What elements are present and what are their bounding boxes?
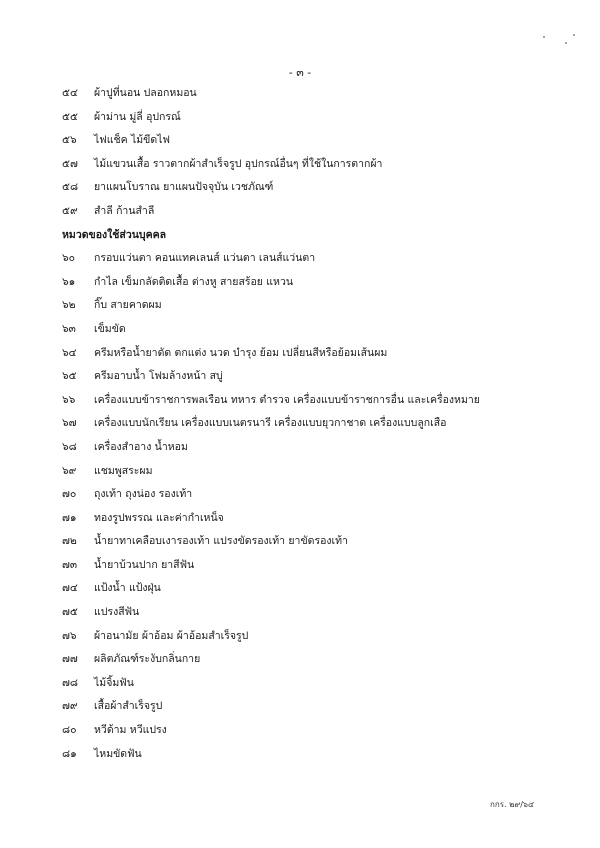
item-number: ๗๑	[62, 511, 77, 524]
list-item	[62, 436, 582, 460]
list-item	[62, 648, 582, 672]
item-number: ๖๐	[62, 252, 76, 265]
list-item	[62, 271, 582, 295]
item-text: แป้งน้ำ แป้งฝุ่น	[94, 582, 161, 595]
item-number: ๗๔	[62, 582, 78, 595]
list-item	[62, 743, 582, 767]
list-item	[62, 82, 582, 106]
item-number: ๖๕	[62, 370, 77, 383]
item-number: ๕๗	[62, 157, 78, 170]
item-number: ๘๑	[62, 747, 77, 760]
item-text: ถุงเท้า ถุงน่อง รองเท้า	[94, 488, 193, 501]
item-text: เครื่องแบบนักเรียน เครื่องแบบเนตรนารี เครื่องแบบยุวกาชาด เครื่องแบบลูกเสือ	[94, 417, 447, 430]
list-item	[62, 507, 582, 531]
item-text: แชมพูสระผม	[94, 464, 153, 477]
list-item	[62, 176, 582, 200]
item-number: ๖๑	[62, 275, 76, 288]
item-number: ๕๙	[62, 204, 78, 217]
item-number: ๗๙	[62, 700, 78, 713]
section-heading-text: หมวดของใช้ส่วนบุคคล	[62, 228, 167, 241]
item-text: เสื้อผ้าสำเร็จรูป	[94, 700, 163, 713]
item-number: ๗๓	[62, 558, 78, 571]
list-item	[62, 460, 582, 484]
item-number: ๗๘	[62, 676, 78, 689]
section-heading	[62, 224, 582, 248]
list-item	[62, 625, 582, 649]
item-text: ยาแผนโบราณ ยาแผนปัจจุบัน เวชภัณฑ์	[94, 181, 274, 194]
list-item	[62, 200, 582, 224]
item-number: ๗๖	[62, 629, 77, 642]
footer-code: กกร. ๒๙/๖๔	[490, 800, 535, 809]
list-item	[62, 719, 582, 743]
item-number: ๕๘	[62, 181, 79, 194]
item-text: ไม้จิ้มฟัน	[94, 676, 134, 689]
item-number: ๕๖	[62, 134, 77, 147]
list-item	[62, 106, 582, 130]
item-number: ๗๗	[62, 653, 78, 666]
item-text: แปรงสีฟัน	[94, 606, 140, 619]
page-number: - ๓ -	[288, 66, 312, 79]
item-number: ๗๕	[62, 606, 78, 619]
item-text: เครื่องสำอาง น้ำหอม	[94, 440, 188, 453]
item-text: ครีมอาบน้ำ โฟมล้างหน้า สบู่	[94, 370, 223, 383]
item-text: ผ้าม่าน มู่ลี่ อุปกรณ์	[94, 110, 181, 123]
item-number: ๖๘	[62, 440, 77, 453]
item-number: ๖๓	[62, 322, 76, 335]
list-item	[62, 577, 582, 601]
list-item	[62, 129, 582, 153]
item-text: ผ้าปูที่นอน ปลอกหมอน	[94, 87, 197, 99]
list-item	[62, 672, 582, 696]
list-item	[62, 554, 582, 578]
item-text: สำลี ก้านสำลี	[94, 204, 155, 217]
item-text: ผลิตภัณฑ์ระงับกลิ่นกาย	[94, 653, 201, 666]
item-number: ๖๔	[62, 346, 77, 359]
item-text: ไหมขัดฟัน	[94, 747, 142, 760]
item-number: ๗๐	[62, 488, 77, 501]
list-item	[62, 153, 582, 177]
scan-specks	[535, 32, 585, 52]
item-text: น้ำยาบ้วนปาก ยาสีฟัน	[94, 558, 195, 571]
item-number: ๕๕	[62, 110, 78, 123]
item-number: ๖๗	[62, 417, 77, 430]
item-text: ทองรูปพรรณ และค่ากำเหน็จ	[94, 511, 224, 524]
list-item	[62, 389, 582, 413]
list-item	[62, 530, 582, 554]
list-item	[62, 601, 582, 625]
item-text: ไม้แขวนเสื้อ ราวตากผ้าสำเร็จรูป อุปกรณ์อื่นๆ ที่ใช้ในการตากผ้า	[94, 157, 383, 170]
list-item	[62, 365, 582, 389]
item-text: กรอบแว่นตา คอนแทคเลนส์ แว่นตา เลนส์แว่นตา	[94, 252, 316, 265]
item-text: กิ๊บ สายคาดผม	[94, 299, 162, 312]
list-item	[62, 342, 582, 366]
item-text: เครื่องแบบข้าราชการพลเรือน ทหาร ตำรวจ เครื่องแบบข้าราชการอื่น และเครื่องหมาย	[94, 393, 480, 406]
item-text: น้ำยาทาเคลือบเงารองเท้า แปรงขัดรองเท้า ยาขัดรองเท้า	[94, 535, 348, 548]
item-text: กำไล เข็มกลัดติดเสื้อ ต่างหู สายสร้อย แหวน	[94, 275, 294, 288]
item-number: ๗๒	[62, 535, 77, 548]
item-text: ผ้าอนามัย ผ้าอ้อม ผ้าอ้อมสำเร็จรูป	[94, 629, 249, 642]
list-item	[62, 483, 582, 507]
item-text: เข็มขัด	[94, 322, 126, 335]
item-number: ๖๒	[62, 299, 76, 312]
item-number: ๖๙	[62, 464, 77, 477]
list-item	[62, 412, 582, 436]
list-item	[62, 294, 582, 318]
item-list	[62, 82, 582, 766]
item-text: ครีมหรือน้ำยาดัด ตกแต่ง นวด บำรุง ย้อม เปลี่ยนสีหรือย้อมเส้นผม	[94, 346, 388, 359]
item-text: หวีด้าม หวีแปรง	[94, 724, 167, 737]
item-text: ไฟแช็ค ไม้ขีดไฟ	[94, 134, 170, 147]
item-number: ๖๖	[62, 393, 76, 406]
item-number: ๘๐	[62, 724, 77, 737]
item-number: ๕๔	[62, 87, 78, 99]
list-item	[62, 695, 582, 719]
list-item	[62, 318, 582, 342]
list-item	[62, 247, 582, 271]
